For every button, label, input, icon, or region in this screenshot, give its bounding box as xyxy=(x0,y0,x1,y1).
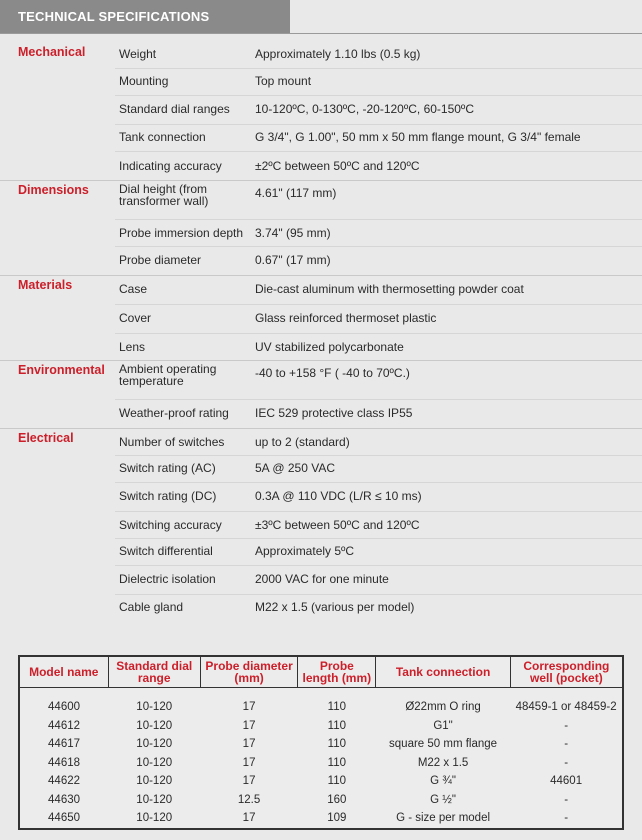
spec-label: Switch rating (DC) xyxy=(119,489,217,503)
model-table-cell: G1" xyxy=(433,719,453,732)
spec-value: ±2ºC between 50ºC and 120ºC xyxy=(255,159,420,173)
section-category-label: Electrical xyxy=(18,431,74,445)
spec-value: Glass reinforced thermoset plastic xyxy=(255,311,437,325)
spec-label: Cover xyxy=(119,311,152,325)
spec-row xyxy=(115,181,642,219)
spec-row xyxy=(115,246,642,275)
model-table-cell: 17 xyxy=(242,719,256,732)
spec-value: Die-cast aluminum with thermosetting powder coat xyxy=(255,282,524,296)
model-table-header-cell: Probe diameter (mm) xyxy=(200,656,297,688)
model-table-cell: - xyxy=(564,812,569,825)
spec-row xyxy=(115,304,642,333)
model-table-row xyxy=(19,772,623,791)
spec-row xyxy=(115,538,642,565)
model-table-header-cell: Probe length (mm) xyxy=(298,656,376,688)
section-category-label: Environmental xyxy=(18,363,105,377)
section-category-label: Dimensions xyxy=(18,183,89,197)
model-table-cell: 10-120 xyxy=(136,812,173,825)
spec-row xyxy=(115,95,642,124)
spec-label: Weight xyxy=(119,47,157,61)
model-table-cell: 17 xyxy=(242,738,256,751)
model-table-row xyxy=(19,809,623,829)
spec-label: Cable gland xyxy=(119,600,184,614)
section-category-label: Materials xyxy=(18,278,73,292)
model-table-cell: 10-120 xyxy=(136,701,173,714)
model-table-cell: 44600 xyxy=(48,701,81,714)
spec-value: G 3/4", G 1.00", 50 mm x 50 mm flange mount, G 3/4" female xyxy=(255,130,581,144)
section-environmental xyxy=(0,360,642,428)
model-table-cell: 10-120 xyxy=(136,775,173,788)
spec-value: 3.74" (95 mm) xyxy=(255,226,331,240)
model-table-cell: 44617 xyxy=(48,738,81,751)
spec-label: Probe immersion depth xyxy=(119,226,244,240)
spec-label: Number of switches xyxy=(119,435,225,449)
spec-row xyxy=(115,482,642,511)
model-table-cell: square 50 mm flange xyxy=(389,738,498,751)
section-header xyxy=(0,0,290,33)
spec-label: Dial height (from transformer wall) xyxy=(119,182,209,208)
model-table-cell: - xyxy=(564,793,569,806)
header-divider xyxy=(0,33,642,34)
model-table-cell: G ½" xyxy=(430,793,456,806)
spec-row xyxy=(115,361,642,399)
spec-row xyxy=(115,333,642,360)
model-table-cell: 10-120 xyxy=(136,793,173,806)
spec-label: Probe diameter xyxy=(119,253,202,267)
spec-row xyxy=(115,42,642,68)
model-table-cell: 17 xyxy=(242,701,256,714)
spec-label: Case xyxy=(119,282,148,296)
page-title: TECHNICAL SPECIFICATIONS xyxy=(18,9,210,24)
spec-value: 0.67" (17 mm) xyxy=(255,253,331,267)
model-table-header-row xyxy=(19,656,623,688)
model-table-row xyxy=(19,754,623,773)
model-table-cell: 44612 xyxy=(48,719,81,732)
spec-row xyxy=(115,455,642,482)
model-table-cell: 109 xyxy=(327,812,347,825)
model-table-cell: 110 xyxy=(327,719,346,732)
section-electrical xyxy=(0,428,642,621)
model-table-cell: - xyxy=(564,756,569,769)
model-table-cell: 110 xyxy=(327,775,346,788)
spec-row xyxy=(115,429,642,455)
model-table-cell: G - size per model xyxy=(396,812,491,825)
model-table-cell: 44622 xyxy=(48,775,81,788)
spec-label: Dielectric isolation xyxy=(119,572,216,586)
model-table-cell: 160 xyxy=(327,793,347,806)
model-table-cell: 10-120 xyxy=(136,719,173,732)
spec-row xyxy=(115,594,642,621)
model-table-row xyxy=(19,717,623,736)
model-table-cell: 110 xyxy=(327,756,346,769)
spec-value: Top mount xyxy=(255,74,312,88)
spec-row xyxy=(115,219,642,246)
model-table-cell: 44601 xyxy=(550,775,583,788)
model-table-header-cell: Corresponding well (pocket) xyxy=(510,656,623,688)
model-table-cell: 10-120 xyxy=(136,756,173,769)
spec-label: Switching accuracy xyxy=(119,518,222,532)
model-table-cell: 44650 xyxy=(48,812,81,825)
spec-row xyxy=(115,124,642,151)
spec-value: Approximately 1.10 lbs (0.5 kg) xyxy=(255,47,421,61)
spec-label: Indicating accuracy xyxy=(119,159,222,173)
model-table-header-cell: Tank connection xyxy=(376,656,510,688)
model-table-cell: Ø22mm O ring xyxy=(405,701,481,714)
spec-label: Mounting xyxy=(119,74,169,88)
spec-value: 10-120ºC, 0-130ºC, -20-120ºC, 60-150ºC xyxy=(255,102,474,116)
spec-value: 0.3A @ 110 VDC (L/R ≤ 10 ms) xyxy=(255,489,422,503)
model-table-cell: G ¾" xyxy=(430,775,456,788)
spec-value: 5A @ 250 VAC xyxy=(255,461,336,475)
spec-value: 4.61" (117 mm) xyxy=(255,186,337,200)
section-materials xyxy=(0,275,642,360)
model-table-cell: 110 xyxy=(327,701,346,714)
spec-value: 2000 VAC for one minute xyxy=(255,572,389,586)
spec-label: Switch rating (AC) xyxy=(119,461,216,475)
spec-row xyxy=(115,151,642,180)
spec-value: -40 to +158 °F ( -40 to 70ºC.) xyxy=(255,366,410,380)
spec-value: ±3ºC between 50ºC and 120ºC xyxy=(255,518,420,532)
model-table-cell: M22 x 1.5 xyxy=(417,756,469,769)
model-table-row xyxy=(19,791,623,810)
spec-label: Standard dial ranges xyxy=(119,102,230,116)
model-table-cell: 110 xyxy=(327,738,346,751)
model-table-spacer xyxy=(19,688,623,699)
section-mechanical xyxy=(0,42,642,180)
model-table-cell: 17 xyxy=(242,812,256,825)
spec-label: Tank connection xyxy=(119,130,206,144)
spec-table xyxy=(0,42,642,621)
model-table-cell: 44618 xyxy=(48,756,81,769)
model-table-header-cell: Model name xyxy=(19,656,108,688)
spec-label: Switch differential xyxy=(119,544,213,558)
model-table-row xyxy=(19,735,623,754)
model-table-row xyxy=(19,698,623,717)
spec-label: Ambient operating temperature xyxy=(119,362,217,388)
model-table-cell: 48459-1 or 48459-2 xyxy=(515,701,617,714)
model-table-cell: 17 xyxy=(242,756,256,769)
spec-label: Weather-proof rating xyxy=(119,406,229,420)
model-table-cell: - xyxy=(564,719,569,732)
model-table-cell: 44630 xyxy=(48,793,81,806)
spec-row xyxy=(115,565,642,594)
model-table xyxy=(18,655,624,830)
model-table-cell: 10-120 xyxy=(136,738,173,751)
model-table-cell: 12.5 xyxy=(237,793,261,806)
section-category-label: Mechanical xyxy=(18,45,86,59)
spec-value: up to 2 (standard) xyxy=(255,435,350,449)
spec-value: M22 x 1.5 (various per model) xyxy=(255,600,415,614)
spec-row xyxy=(115,399,642,428)
spec-value: Approximately 5ºC xyxy=(255,544,355,558)
spec-row xyxy=(115,511,642,538)
spec-row xyxy=(115,68,642,95)
model-table-header-cell: Standard dial range xyxy=(108,656,200,688)
spec-row xyxy=(115,276,642,304)
spec-value: IEC 529 protective class IP55 xyxy=(255,406,413,420)
model-table-cell: 17 xyxy=(242,775,256,788)
model-table-spacer-cell xyxy=(19,688,623,699)
spec-value: UV stabilized polycarbonate xyxy=(255,340,404,354)
model-table-cell: - xyxy=(564,738,569,751)
section-dimensions xyxy=(0,180,642,275)
spec-label: Lens xyxy=(119,340,146,354)
